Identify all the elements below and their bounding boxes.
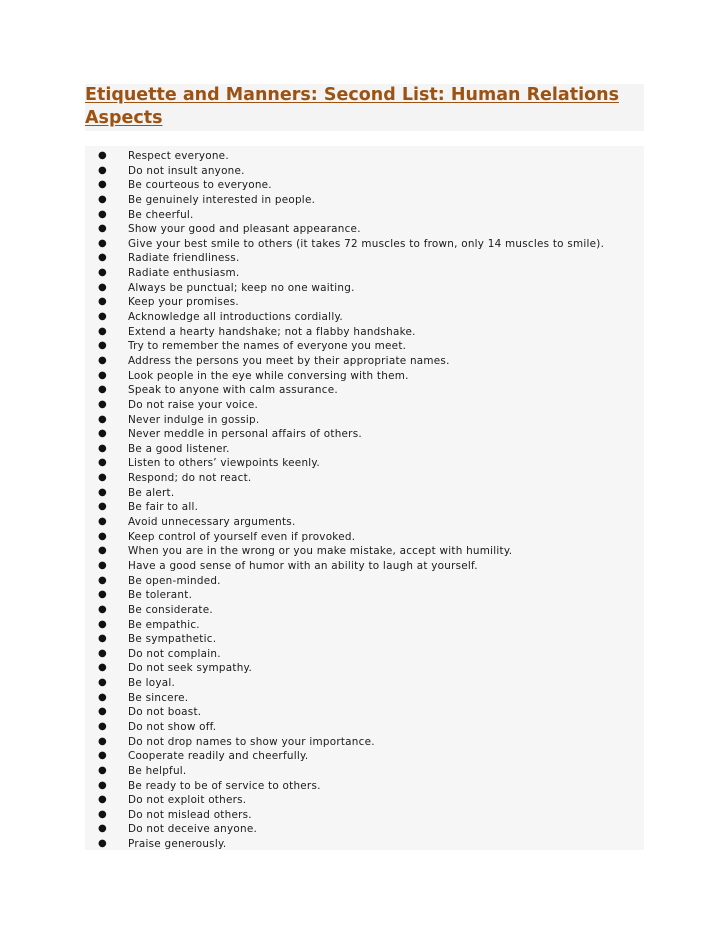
bullet-icon: ● <box>98 384 107 396</box>
bullet-icon: ● <box>98 516 107 528</box>
bullet-icon: ● <box>98 428 107 440</box>
list-item <box>85 515 644 530</box>
list-item-text: Respect everyone. <box>128 150 229 162</box>
bullet-icon: ● <box>98 472 107 484</box>
list-item-text: Do not mislead others. <box>128 808 252 821</box>
list-item <box>85 164 644 179</box>
bullet-icon: ● <box>98 706 107 718</box>
list-item <box>85 178 644 193</box>
list-item <box>85 618 644 633</box>
list-item <box>85 456 644 471</box>
bullet-icon: ● <box>98 457 107 469</box>
etiquette-list <box>85 149 644 852</box>
bullet-icon: ● <box>98 589 107 601</box>
list-item-text: Never meddle in personal affairs of others. <box>128 428 362 441</box>
list-item <box>85 369 644 384</box>
list-item <box>85 354 644 369</box>
bullet-icon: ● <box>98 603 107 615</box>
list-item <box>85 676 644 691</box>
list-item-text: Be cheerful. <box>128 208 194 221</box>
list-item-text: Be sincere. <box>128 691 189 704</box>
bullet-icon: ● <box>98 530 107 542</box>
bullet-icon: ● <box>98 735 107 747</box>
list-item <box>85 208 644 223</box>
list-item-text: Keep your promises. <box>128 296 239 309</box>
list-item-text: Avoid unnecessary arguments. <box>128 516 296 529</box>
list-item-text: Respond; do not react. <box>128 472 252 485</box>
list-item <box>85 339 644 354</box>
list-item <box>85 427 644 442</box>
list-item <box>85 779 644 794</box>
list-item <box>85 559 644 574</box>
list-item <box>85 720 644 735</box>
title-block <box>85 84 644 131</box>
list-item <box>85 251 644 266</box>
list-item-text: Be open-minded. <box>128 574 221 587</box>
list-item-text: Never indulge in gossip. <box>128 413 260 426</box>
list-item-text: Be sympathetic. <box>128 633 217 646</box>
list-item-text: Do not boast. <box>128 706 202 719</box>
list-item-text: Do not show off. <box>128 720 217 733</box>
list-item <box>85 691 644 706</box>
list-item-text: Acknowledge all introductions cordially. <box>128 311 343 324</box>
bullet-icon: ● <box>98 354 107 366</box>
list-item-text: Do not deceive anyone. <box>128 823 258 836</box>
list-item <box>85 793 644 808</box>
list-item <box>85 486 644 501</box>
list-item <box>85 647 644 662</box>
list-item <box>85 764 644 779</box>
list-item-text: Try to remember the names of everyone you meet. <box>128 340 407 353</box>
bullet-icon: ● <box>98 223 107 235</box>
list-item-text: Radiate friendliness. <box>128 252 240 265</box>
list-item <box>85 383 644 398</box>
list-item-text: Have a good sense of humor with an ability to laugh at yourself. <box>128 559 478 572</box>
list-item-text: Be ready to be of service to others. <box>128 779 321 792</box>
list-item-text: Keep control of yourself even if provoked. <box>128 530 356 543</box>
list-item-text: Give your best smile to others (it takes 72 muscles to frown, only 14 muscles to smile). <box>128 237 605 250</box>
bullet-icon: ● <box>98 677 107 689</box>
list-item <box>85 588 644 603</box>
list-item-text: Do not exploit others. <box>128 794 247 807</box>
list-item-text: Look people in the eye while conversing with them. <box>128 369 409 382</box>
list-item <box>85 661 644 676</box>
list-item-text: Be a good listener. <box>128 442 230 455</box>
list-item-text: Listen to others’ viewpoints keenly. <box>128 457 320 470</box>
list-item <box>85 442 644 457</box>
list-item-text: Speak to anyone with calm assurance. <box>128 384 338 397</box>
bullet-icon: ● <box>98 691 107 703</box>
list-item-text: Cooperate readily and cheerfully. <box>128 750 309 763</box>
list-item <box>85 530 644 545</box>
bullet-icon: ● <box>98 208 107 220</box>
bullet-icon: ● <box>98 413 107 425</box>
bullet-icon: ● <box>98 559 107 571</box>
bullet-icon: ● <box>98 267 107 279</box>
bullet-icon: ● <box>98 764 107 776</box>
list-item <box>85 310 644 325</box>
bullet-icon: ● <box>98 720 107 732</box>
document-title: Etiquette and Manners: Second List: Human Relations Aspects <box>85 85 619 128</box>
bullet-icon: ● <box>98 662 107 674</box>
list-item <box>85 281 644 296</box>
bullet-icon: ● <box>98 237 107 249</box>
bullet-icon: ● <box>98 281 107 293</box>
bullet-icon: ● <box>98 150 107 161</box>
list-item-text: Be alert. <box>128 486 175 499</box>
bullet-icon: ● <box>98 618 107 630</box>
list-item <box>85 325 644 340</box>
bullet-icon: ● <box>98 164 107 176</box>
list-item-text: Be helpful. <box>128 764 187 777</box>
list-item-text: Praise generously. <box>128 838 227 851</box>
bullet-icon: ● <box>98 501 107 513</box>
list-item-text: Be loyal. <box>128 677 176 690</box>
list-item <box>85 149 644 164</box>
bullet-icon: ● <box>98 398 107 410</box>
list-item-text: Address the persons you meet by their appropriate names. <box>128 354 450 367</box>
list-item <box>85 544 644 559</box>
list-item-text: Extend a hearty handshake; not a flabby handshake. <box>128 325 416 338</box>
list-item-text: Do not insult anyone. <box>128 164 245 177</box>
list-item <box>85 705 644 720</box>
bullet-icon: ● <box>98 442 107 454</box>
list-item <box>85 295 644 310</box>
bullet-icon: ● <box>98 633 107 645</box>
list-item-text: Do not raise your voice. <box>128 398 259 411</box>
bullet-icon: ● <box>98 325 107 337</box>
list-item <box>85 500 644 515</box>
list-item <box>85 193 644 208</box>
list-item <box>85 413 644 428</box>
list-item-text: When you are in the wrong or you make mistake, accept with humility. <box>128 545 513 558</box>
list-item <box>85 735 644 750</box>
list-item <box>85 222 644 237</box>
bullet-icon: ● <box>98 252 107 264</box>
bullet-icon: ● <box>98 340 107 352</box>
list-item-text: Be courteous to everyone. <box>128 179 272 192</box>
list-item-text: Always be punctual; keep no one waiting. <box>128 281 355 294</box>
bullet-icon: ● <box>98 838 107 850</box>
list-item <box>85 237 644 252</box>
bullet-icon: ● <box>98 545 107 557</box>
list-item-text: Be empathic. <box>128 618 200 631</box>
list-item <box>85 808 644 823</box>
etiquette-list-block <box>85 146 644 850</box>
list-item-text: Radiate enthusiasm. <box>128 267 240 280</box>
list-item-text: Do not seek sympathy. <box>128 662 253 675</box>
list-item <box>85 398 644 413</box>
list-item <box>85 603 644 618</box>
list-item-text: Be fair to all. <box>128 501 199 514</box>
bullet-icon: ● <box>98 750 107 762</box>
list-item <box>85 749 644 764</box>
bullet-icon: ● <box>98 574 107 586</box>
list-item-text: Do not drop names to show your importance. <box>128 735 375 748</box>
list-item-text: Show your good and pleasant appearance. <box>128 223 361 236</box>
list-item <box>85 837 644 852</box>
bullet-icon: ● <box>98 794 107 806</box>
bullet-icon: ● <box>98 311 107 323</box>
bullet-icon: ● <box>98 486 107 498</box>
bullet-icon: ● <box>98 808 107 820</box>
bullet-icon: ● <box>98 647 107 659</box>
list-item <box>85 574 644 589</box>
bullet-icon: ● <box>98 779 107 791</box>
bullet-icon: ● <box>98 193 107 205</box>
bullet-icon: ● <box>98 179 107 191</box>
bullet-icon: ● <box>98 823 107 835</box>
list-item-text: Be tolerant. <box>128 589 193 602</box>
list-item-text: Be considerate. <box>128 603 213 616</box>
list-item <box>85 632 644 647</box>
list-item-text: Be genuinely interested in people. <box>128 193 316 206</box>
list-item <box>85 822 644 837</box>
list-item <box>85 471 644 486</box>
list-item-text: Do not complain. <box>128 647 221 660</box>
bullet-icon: ● <box>98 369 107 381</box>
list-item <box>85 266 644 281</box>
bullet-icon: ● <box>98 296 107 308</box>
